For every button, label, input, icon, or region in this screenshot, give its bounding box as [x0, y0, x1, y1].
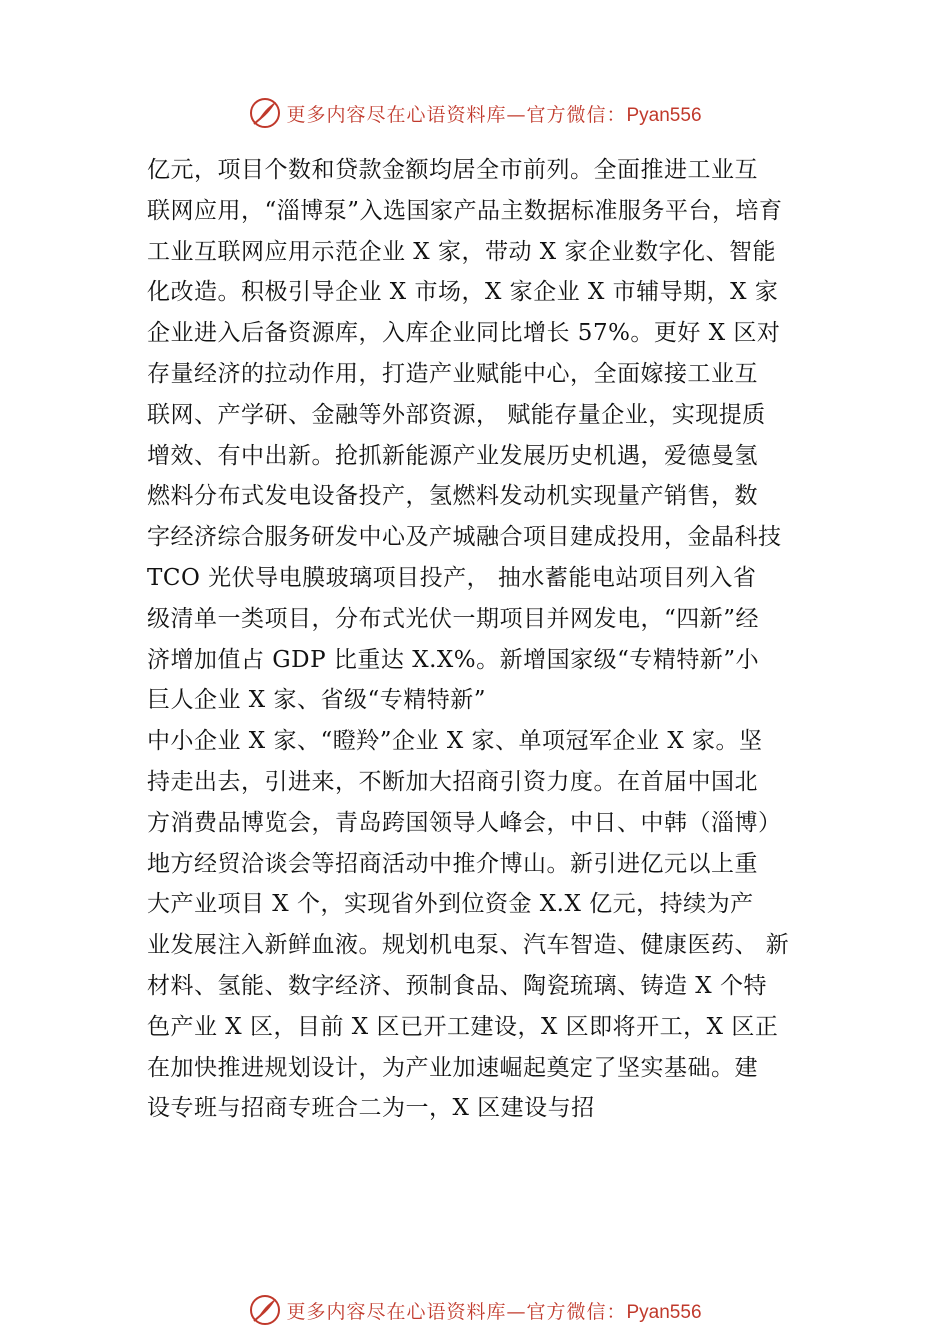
body-text-line: 存量经济的拉动作用，打造产业赋能中心，全面嫁接工业互 [147, 360, 758, 387]
body-text-line: 亿元，项目个数和贷款金额均居全市前列。全面推进工业互 [147, 157, 758, 183]
body-text-line: 中小企业 X 家、“瞪羚”企业 X 家、单项冠军企业 X 家。坚 [147, 728, 763, 755]
body-text-line: 色产业 X 区，目前 X 区已开工建设，X 区即将开工，X 区正 [147, 1013, 779, 1040]
watermark-text: 更多内容尽在心语资料库—官方微信：Pyan556 [286, 103, 702, 126]
body-text-line: 材料、氢能、数字经济、预制食品、陶瓷琉璃、铸造 X 个特 [147, 972, 767, 999]
body-text-line: TCO 光伏导电膜玻璃项目投产， 抽水蓄能电站项目列入省 [147, 564, 757, 591]
body-text-line: 地方经贸洽谈会等招商活动中推介博山。新引进亿元以上重 [147, 850, 758, 877]
body-text-line: 级清单一类项目，分布式光伏一期项目并网发电，“四新”经 [147, 605, 760, 632]
body-text-line: 增效、有中出新。抢抓新能源产业发展历史机遇，爱德曼氢 [147, 442, 758, 469]
body-text-line: 持走出去，引进来，不断加大招商引资力度。在首届中国北 [147, 768, 758, 795]
body-text-line: 化改造。积极引导企业 X 市场，X 家企业 X 市辅导期，X 家 [147, 279, 779, 306]
feather-quill-logo-icon [248, 96, 282, 130]
feather-quill-logo-icon [248, 1293, 282, 1327]
body-text-line: 巨人企业 X 家、省级“专精特新” [147, 687, 487, 714]
body-text-line: 联网、产学研、金融等外部资源， 赋能存量企业，实现提质 [147, 401, 766, 428]
document-body [147, 150, 817, 1129]
watermark-text: 更多内容尽在心语资料库—官方微信：Pyan556 [286, 1300, 702, 1323]
body-text-line: 工业互联网应用示范企业 X 家，带动 X 家企业数字化、智能 [147, 238, 776, 265]
footer-watermark [0, 1290, 950, 1330]
body-text-line: 大产业项目 X 个，实现省外到位资金 X.X 亿元，持续为产 [147, 891, 754, 918]
body-text-line: 方消费品博览会，青岛跨国领导人峰会，中日、中韩（淄博） [147, 809, 782, 836]
body-text-line: 设专班与招商专班合二为一，X 区建设与招 [147, 1095, 595, 1122]
body-text-line: 字经济综合服务研发中心及产城融合项目建成投用，金晶科技 [147, 524, 782, 551]
body-text-line: 燃料分布式发电设备投产，氢燃料发动机实现量产销售，数 [147, 483, 758, 510]
body-text-line: 联网应用，“淄博泵”入选国家产品主数据标准服务平台，培育 [147, 197, 783, 224]
body-text-line: 企业进入后备资源库，入库企业同比增长 57%。更好 X 区对 [147, 320, 781, 347]
body-text-line: 在加快推进规划设计，为产业加速崛起奠定了坚实基础。建 [147, 1054, 758, 1081]
header-watermark [0, 93, 950, 133]
body-text-line: 济增加值占 GDP 比重达 X.X%。新增国家级“专精特新”小 [147, 646, 760, 673]
body-text-line: 业发展注入新鲜血液。规划机电泵、汽车智造、健康医药、 新 [147, 932, 790, 959]
